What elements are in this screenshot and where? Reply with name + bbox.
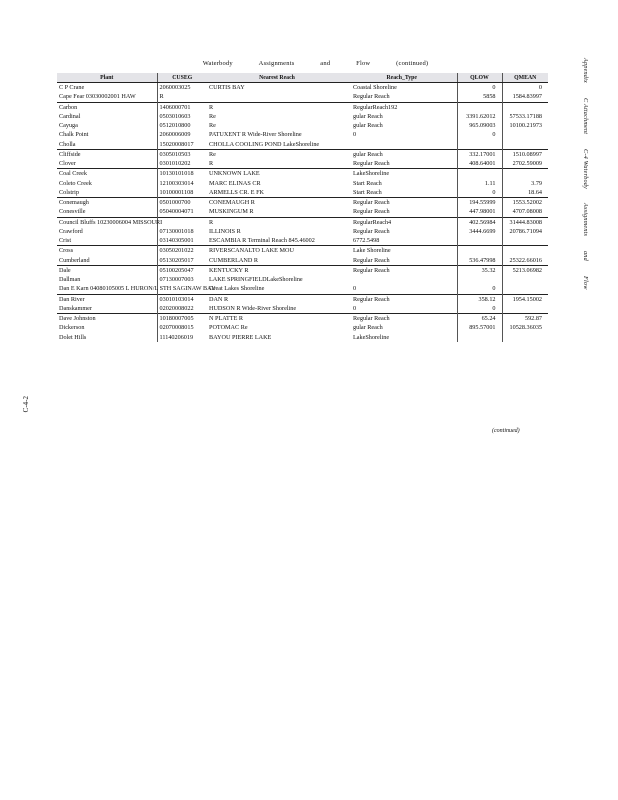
cell-qlow: 0 bbox=[457, 130, 502, 139]
cell-qmean: 25322.66016 bbox=[502, 256, 548, 266]
table-row bbox=[57, 304, 548, 314]
cell-reach-type: 0 bbox=[353, 131, 357, 139]
title-part: Flow bbox=[356, 60, 371, 67]
cell-reach: Re bbox=[207, 149, 347, 159]
cell-qlow: 358.12 bbox=[457, 294, 502, 304]
cell-reach: ILLINOIS R bbox=[209, 227, 241, 235]
cell-reach: Re bbox=[209, 112, 216, 120]
cell-qlow: 447.98001 bbox=[457, 207, 502, 217]
cell-cuseg: 07130007003 bbox=[157, 275, 207, 284]
table-row bbox=[57, 284, 548, 294]
cell-qmean: 2702.59009 bbox=[502, 159, 548, 169]
cell-qmean bbox=[502, 304, 548, 314]
cell-plant: Dan E Karn 04080105005 L HURON/L STH SAGINAW BAY bbox=[59, 285, 216, 293]
cell-reach-type: Regular Reach bbox=[353, 93, 390, 101]
cell-reach: DAN R bbox=[207, 294, 347, 304]
cell-qlow: 3444.6699 bbox=[457, 227, 502, 236]
cell-reach-type: Start Reach bbox=[353, 188, 382, 196]
cell-cuseg bbox=[157, 217, 207, 227]
cell-qlow: 895.57001 bbox=[457, 323, 502, 332]
cell-plant: Chalk Point bbox=[59, 131, 89, 139]
cell-reach: LAKE SPRINGFIELDLakeShoreline bbox=[209, 276, 303, 284]
cell-reach-type: gular Reach bbox=[347, 149, 457, 159]
side-caption-part: C Attachment bbox=[582, 97, 589, 134]
continued-note: (continued) bbox=[492, 428, 520, 434]
cell-reach-type: RegularReach4 bbox=[347, 217, 457, 227]
cell-reach-type: Regular Reach bbox=[353, 256, 390, 264]
cell-reach: Great Lakes Shoreline bbox=[209, 285, 265, 293]
cell-qlow bbox=[457, 236, 502, 246]
table-row bbox=[57, 333, 548, 342]
cell-reach-type: Lake Shoreline bbox=[347, 246, 457, 256]
cell-qlow: 0 bbox=[457, 304, 502, 314]
cell-cuseg: 0503010603 bbox=[157, 112, 207, 121]
col-header-qlow: QLOW bbox=[457, 73, 502, 83]
cell-qlow: 35.32 bbox=[457, 265, 502, 275]
cell-qmean: 0 bbox=[502, 83, 548, 93]
cell-qlow bbox=[457, 140, 502, 150]
cell-qlow: 0 bbox=[457, 188, 502, 198]
table-row bbox=[57, 149, 548, 159]
cell-reach-type: Regular Reach bbox=[353, 208, 390, 216]
table-row bbox=[57, 217, 548, 227]
cell-qmean bbox=[502, 140, 548, 150]
side-caption-part: Flow bbox=[582, 275, 589, 290]
cell-qlow: 536.47998 bbox=[457, 256, 502, 266]
cell-cuseg: 0305010503 bbox=[157, 149, 207, 159]
cell-reach: MUSKINGUM R bbox=[209, 208, 254, 216]
table-row bbox=[57, 130, 548, 139]
cell-plant: Conemaugh bbox=[57, 198, 157, 208]
cell-plant: Conesville bbox=[59, 208, 86, 216]
table-row bbox=[57, 207, 548, 217]
title-part: and bbox=[320, 60, 331, 67]
table-row bbox=[57, 236, 548, 246]
cell-reach-type: LakeShoreline bbox=[347, 169, 457, 179]
cell-reach bbox=[207, 92, 347, 102]
side-caption-part: C-4 Waterbody bbox=[582, 148, 589, 189]
cell-qmean: 20786.71094 bbox=[502, 227, 548, 236]
table-row bbox=[57, 92, 548, 102]
title-part: (continued) bbox=[396, 60, 429, 67]
cell-plant: Dave Johnston bbox=[57, 314, 157, 324]
cell-qmean bbox=[502, 246, 548, 256]
cell-plant: Dolet Hills bbox=[59, 333, 87, 341]
cell-qlow bbox=[457, 246, 502, 256]
cell-reach: CHOLLA COOLING POND LakeShoreline bbox=[209, 140, 320, 148]
cell-qmean bbox=[502, 236, 548, 246]
cell-reach-type: gular Reach bbox=[353, 112, 383, 120]
cell-cuseg: 03050201022 bbox=[157, 246, 207, 256]
cell-plant: Cape Fear 03030002001 HAW bbox=[59, 93, 136, 101]
cell-reach: PATUXENT R Wide-River Shoreline bbox=[209, 131, 302, 139]
cell-plant: C P Crane bbox=[59, 84, 85, 92]
cell-cuseg: 10180007005 bbox=[157, 314, 207, 324]
side-caption bbox=[582, 58, 589, 302]
cell-reach-type: Regular Reach bbox=[347, 198, 457, 208]
title-part: Assignments bbox=[258, 60, 295, 67]
cell-qmean bbox=[502, 169, 548, 179]
cell-plant: Cholla bbox=[59, 140, 76, 148]
cell-plant: Dickerson bbox=[59, 324, 85, 332]
cell-qlow: 194.55999 bbox=[457, 198, 502, 208]
table-row bbox=[57, 294, 548, 304]
table-body bbox=[57, 83, 548, 342]
cell-reach-type bbox=[347, 275, 457, 284]
cell-reach: R bbox=[209, 160, 214, 168]
cell-cuseg: 05100205047 bbox=[157, 265, 207, 275]
cell-qlow: 408.64001 bbox=[457, 159, 502, 169]
table-row bbox=[57, 265, 548, 275]
cell-reach-type: Start Reach bbox=[353, 179, 382, 187]
cell-reach-type: RegularReach192 bbox=[347, 102, 457, 112]
cell-qlow bbox=[457, 275, 502, 284]
cell-qmean: 1584.83997 bbox=[502, 92, 548, 102]
col-header-qmean: QMEAN bbox=[502, 73, 548, 83]
cell-qmean: 4707.08008 bbox=[502, 207, 548, 217]
cell-cuseg: 05130205017 bbox=[157, 256, 207, 266]
cell-reach-type: Regular Reach bbox=[353, 160, 390, 168]
table-row bbox=[57, 256, 548, 266]
cell-cuseg: 07130001018 bbox=[157, 227, 207, 236]
cell-reach: ARMELLS CR. E FK bbox=[209, 188, 265, 196]
cell-plant: Clover bbox=[59, 160, 76, 168]
cell-reach: CONEMAUGH R bbox=[207, 198, 347, 208]
cell-reach: R bbox=[207, 217, 347, 227]
cell-reach: CURTIS BAY bbox=[209, 84, 245, 92]
cell-qmean: 592.87 bbox=[502, 314, 548, 324]
cell-cuseg: 2060006009 bbox=[157, 130, 207, 139]
side-caption-part: Appendix bbox=[582, 58, 589, 83]
cell-qlow: 965.09003 bbox=[457, 121, 502, 130]
cell-reach-type: Regular Reach bbox=[347, 314, 457, 324]
cell-cuseg: 12100303014 bbox=[157, 179, 207, 188]
cell-plant: Dale bbox=[57, 265, 157, 275]
cell-reach-type: gular Reach bbox=[353, 122, 383, 130]
cell-reach-type: gular Reach bbox=[353, 324, 383, 332]
col-header-cuseg: CUSEG bbox=[157, 73, 207, 83]
cell-cuseg: 11140206019 bbox=[157, 333, 207, 342]
cell-plant: Colstrip bbox=[59, 188, 79, 196]
cell-plant: Carbon bbox=[57, 102, 157, 112]
cell-reach: HUDSON R Wide-River Shoreline bbox=[209, 304, 297, 312]
cell-plant: Cumberland bbox=[59, 256, 90, 264]
table-row bbox=[57, 112, 548, 121]
cell-cuseg: 15020008017 bbox=[157, 140, 207, 150]
cell-reach: CUMBERLAND R bbox=[209, 256, 258, 264]
table-row bbox=[57, 323, 548, 332]
cell-reach: Re bbox=[209, 122, 216, 130]
cell-qmean: 10100.21973 bbox=[502, 121, 548, 130]
cell-plant: Crist bbox=[59, 237, 72, 245]
cell-reach-type: 0 bbox=[353, 285, 357, 293]
table-row bbox=[57, 275, 548, 284]
cell-plant: Cliffside bbox=[57, 149, 157, 159]
cell-qmean: 1954.15002 bbox=[502, 294, 548, 304]
cell-qlow: 332.17001 bbox=[457, 149, 502, 159]
cell-qmean: 1510.08997 bbox=[502, 149, 548, 159]
cell-reach: MARC ELINAS CR bbox=[209, 179, 261, 187]
cell-plant: Danskammer bbox=[59, 304, 92, 312]
title-part: Waterbody bbox=[202, 60, 233, 67]
cell-cuseg: 0301010202 bbox=[157, 159, 207, 169]
cell-plant: Dan River bbox=[57, 294, 157, 304]
table-row bbox=[57, 246, 548, 256]
cell-cuseg: 2060003025 bbox=[157, 83, 207, 93]
cell-plant: Crawford bbox=[59, 227, 83, 235]
table-row bbox=[57, 314, 548, 324]
cell-cuseg: 10130101018 bbox=[157, 169, 207, 179]
cell-qlow bbox=[457, 169, 502, 179]
cell-reach-type: Coastal Shoreline bbox=[353, 84, 397, 92]
cell-plant: Dallman bbox=[59, 276, 81, 284]
cell-qmean bbox=[502, 130, 548, 139]
cell-cuseg: 10100001108 bbox=[157, 188, 207, 198]
cell-reach: BAYOU PIERRE LAKE bbox=[209, 333, 272, 341]
cell-cuseg: 1406000701 bbox=[157, 102, 207, 112]
cell-reach-type: Regular Reach bbox=[347, 294, 457, 304]
col-header-reach: Nearest Reach bbox=[207, 73, 347, 83]
cell-qmean: 5213.06982 bbox=[502, 265, 548, 275]
cell-cuseg: R bbox=[157, 92, 207, 102]
table-title bbox=[60, 60, 571, 67]
table-row bbox=[57, 179, 548, 188]
cell-plant: Coal Creek bbox=[57, 169, 157, 179]
cell-reach-type: Regular Reach bbox=[353, 227, 390, 235]
waterbody-table bbox=[57, 73, 548, 342]
cell-reach: RIVERSCANALTO LAKE MOU bbox=[207, 246, 347, 256]
cell-qmean: 1553.52002 bbox=[502, 198, 548, 208]
table-row bbox=[57, 159, 548, 169]
cell-qlow: 3391.62012 bbox=[457, 112, 502, 121]
cell-cuseg: 02070008015 bbox=[157, 323, 207, 332]
page-number: C-4-2 bbox=[22, 396, 30, 413]
cell-qlow: 402.56984 bbox=[457, 217, 502, 227]
cell-qmean bbox=[502, 333, 548, 342]
cell-reach: UNKNOWN LAKE bbox=[207, 169, 347, 179]
cell-reach: KENTUCKY R bbox=[207, 265, 347, 275]
cell-qlow bbox=[457, 333, 502, 342]
cell-cuseg: 0501000700 bbox=[157, 198, 207, 208]
cell-plant: Cardinal bbox=[59, 112, 81, 120]
cell-qlow: 0 bbox=[457, 83, 502, 93]
cell-qmean: 57533.17188 bbox=[502, 112, 548, 121]
table-row bbox=[57, 121, 548, 130]
cell-reach: ESCAMBIA R Terminal Reach 845.46002 bbox=[209, 237, 315, 245]
cell-reach: R bbox=[207, 102, 347, 112]
cell-reach-type: 0 bbox=[353, 304, 357, 312]
cell-qmean bbox=[502, 275, 548, 284]
table-row bbox=[57, 227, 548, 236]
cell-plant: Cross bbox=[57, 246, 157, 256]
cell-cuseg: 0512010800 bbox=[157, 121, 207, 130]
cell-plant: Coleto Creek bbox=[59, 179, 92, 187]
col-header-reach-type: Reach_Type bbox=[347, 73, 457, 83]
cell-qmean: 31444.83008 bbox=[502, 217, 548, 227]
table-row bbox=[57, 140, 548, 150]
cell-plant: Cayuga bbox=[59, 122, 78, 130]
cell-reach: POTOMAC Re bbox=[209, 324, 248, 332]
cell-cuseg: 02020008022 bbox=[157, 304, 207, 314]
cell-qmean bbox=[502, 284, 548, 294]
cell-qlow: 65.24 bbox=[457, 314, 502, 324]
cell-qmean: 10528.36035 bbox=[502, 323, 548, 332]
cell-qlow: 0 bbox=[457, 284, 502, 294]
cell-qmean bbox=[502, 102, 548, 112]
table-row bbox=[57, 169, 548, 179]
side-caption-part: Assignments bbox=[582, 203, 589, 237]
cell-cuseg: 03010103014 bbox=[157, 294, 207, 304]
table-row bbox=[57, 188, 548, 198]
cell-qlow: 5858 bbox=[457, 92, 502, 102]
header-row bbox=[57, 73, 548, 83]
cell-reach-type bbox=[347, 140, 457, 150]
cell-reach-type: 6772.5498 bbox=[353, 237, 380, 245]
cell-qlow bbox=[457, 102, 502, 112]
cell-reach: N PLATTE R bbox=[207, 314, 347, 324]
cell-qlow: 1.11 bbox=[457, 179, 502, 188]
cell-plant: Council Bluffs 10230006004 MISSOURI bbox=[59, 218, 163, 226]
cell-qmean: 18.64 bbox=[502, 188, 548, 198]
cell-qmean: 3.79 bbox=[502, 179, 548, 188]
table-row bbox=[57, 102, 548, 112]
table-row bbox=[57, 83, 548, 93]
cell-cuseg: 03140305001 bbox=[157, 236, 207, 246]
side-caption-part: and bbox=[582, 251, 589, 262]
cell-reach-type: Regular Reach bbox=[347, 265, 457, 275]
col-header-plant: Plant bbox=[57, 73, 157, 83]
cell-cuseg: 05040004071 bbox=[157, 207, 207, 217]
cell-reach-type: LakeShoreline bbox=[353, 333, 390, 341]
table-row bbox=[57, 198, 548, 208]
